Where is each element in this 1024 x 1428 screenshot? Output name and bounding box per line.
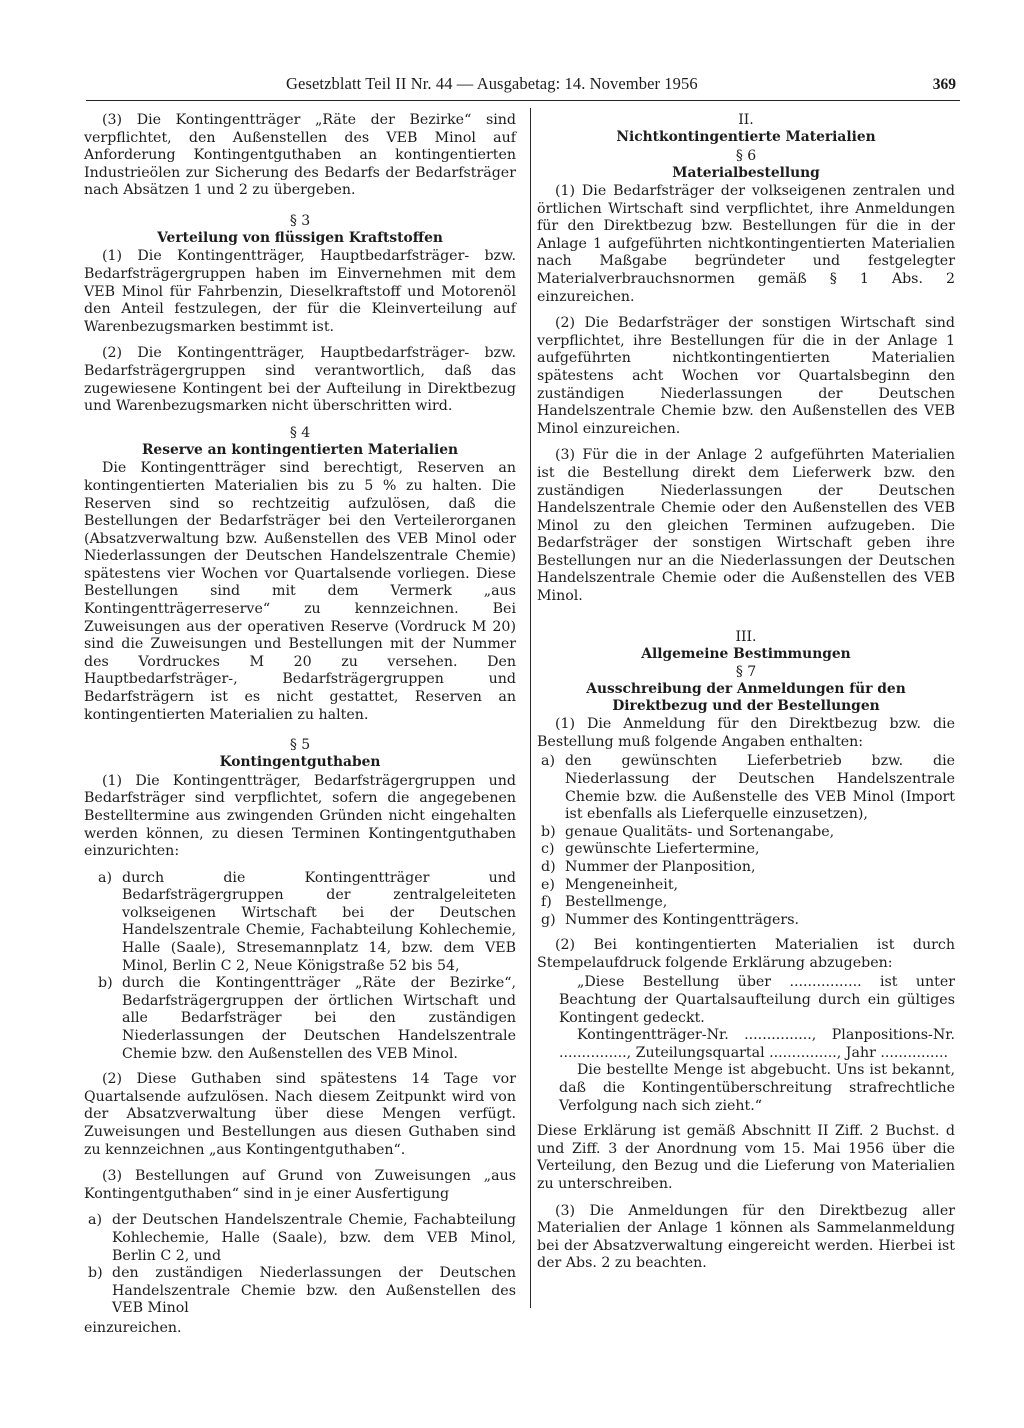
paragraph: (1) Die Kontingentträger, Bedarfsträgergruppen und Bedarfsträger sind verpflichtet, sofern die angegebenen Bestelltermine aus zwingenden Gründen nicht eingehalten werden können, zu diesen Terminen Kontingentguthaben einzurichten: bbox=[84, 772, 516, 860]
list-text: den zuständigen Niederlassungen der Deutschen Handelszentrale Chemie bzw. den Außenstellen des VEB Minol bbox=[112, 1265, 516, 1317]
list-item bbox=[84, 1212, 516, 1265]
column-divider bbox=[530, 108, 531, 1308]
list-item bbox=[84, 1265, 516, 1318]
list-text: den gewünschten Lieferbetrieb bzw. die Niederlassung der Deutschen Handelszentrale Chemie bzw. die Außenstelle des VEB Minol (Import ist ebenfalls als Lieferquelle einzusetzen), bbox=[565, 753, 955, 823]
list-item bbox=[537, 824, 955, 842]
section-title: Materialbestellung bbox=[672, 164, 820, 181]
list-marker: a) bbox=[541, 753, 555, 770]
list-item bbox=[537, 841, 955, 859]
list-text: Nummer des Kontingentträgers. bbox=[565, 911, 799, 928]
declaration-line: „Diese Bestellung über ................ ist unter Beachtung der Quartalsaufteilung durch ein gültiges Kontingent gedeckt. bbox=[559, 974, 955, 1026]
list-marker: a) bbox=[98, 869, 112, 886]
list-marker: a) bbox=[88, 1212, 102, 1229]
declaration-line: Die bestellte Menge ist abgebucht. Uns ist bekannt, daß die Kontingentüberschreitung strafrechtliche Verfolgung nach sich zieht.“ bbox=[559, 1062, 955, 1114]
paragraph: (3) Bestellungen auf Grund von Zuweisungen „aus Kontingentguthaben“ sind in je einer Ausfertigung bbox=[84, 1168, 516, 1202]
section-title: Reserve an kontingentierten Materialien bbox=[141, 441, 459, 458]
paragraph: (2) Diese Guthaben sind spätestens 14 Tage vor Quartalsende aufzulösen. Nach diesem Zeitpunkt wird von der Absatzverwaltung über diese Mengen verfügt. Zuweisungen und Bestellungen aus diesen Guthaben sind zu kennzeichnen „aus Kontingentguthaben“. bbox=[84, 1071, 516, 1158]
paragraph: (2) Die Kontingentträger, Hauptbedarfsträger- bzw. Bedarfsträgergruppen sind verantwortlich, daß das zugewiesene Kontingent bei der Aufteilung in Direktbezug und Warenbezugsmarken nicht überschritten wird. bbox=[84, 345, 516, 415]
paragraph: (3) Die Kontingentträger „Räte der Bezirke“ sind verpflichtet, den Außenstellen des VEB Minol auf Anforderung Kontingentguthaben an kontingentierten Industrieölen zur Sicherung des Bedarfs der Bedarfsträger nach Absätzen 1 und 2 zu übergeben. bbox=[84, 112, 516, 199]
header-title: Gesetzblatt Teil II Nr. 44 — Ausgabetag: 14. November 1956 bbox=[286, 74, 698, 93]
section-title: Ausschreibung der Anmeldungen für den Direktbezug und der Bestellungen bbox=[586, 681, 906, 714]
list-marker: c) bbox=[541, 841, 555, 858]
enumerated-list bbox=[84, 1212, 516, 1318]
declaration-fields: Kontingentträger-Nr. ..............., Planpositions-Nr. ..............., Zuteilungsquartal ..............., Jahr ............... bbox=[559, 1027, 955, 1061]
list-text: Nummer der Planposition, bbox=[565, 858, 756, 875]
list-item bbox=[537, 877, 955, 895]
list-text: genaue Qualitäts- und Sortenangabe, bbox=[565, 823, 835, 840]
paragraph: (2) Bei kontingentierten Materialien ist durch Stempelaufdruck folgende Erklärung abzugeben: bbox=[537, 937, 955, 971]
part-title: Allgemeine Bestimmungen bbox=[641, 645, 851, 662]
list-marker: b) bbox=[98, 975, 113, 992]
list-text: durch die Kontingentträger und Bedarfsträgergruppen der zentralgeleiteten volkseigenen Wirtschaft bei der Deutschen Handelszentrale Chemie, Fachabteilung Kohlechemie, Halle (Saale), Stresemannplatz 14, bzw. dem VEB Minol, Berlin C 2, Neue Königstraße 52 bis 54, bbox=[122, 869, 516, 974]
section-number: § 4 bbox=[289, 424, 311, 441]
section-number: § 5 bbox=[289, 737, 311, 754]
section-title: Verteilung von flüssigen Kraftstoffen bbox=[157, 229, 443, 246]
list-text: Bestellmenge, bbox=[565, 894, 668, 911]
part-number: III. bbox=[735, 628, 757, 645]
closing-text: einzureichen. bbox=[84, 1319, 182, 1336]
paragraph: Die Kontingentträger sind berechtigt, Reserven an kontingentierten Materialien bis zu 5 % zu halten. Die Reserven sind so rechtzeitig aufzulösen, daß die Bestellungen der Bedarfsträger bei den Verteilerorganen (Absatzverwaltung bzw. Außenstellen des VEB Minol oder Niederlassungen der Deutschen Handelszentrale Chemie) spätestens vier Wochen vor Quartalsende vorliegen. Diese Bestellungen sind mit dem Vermerk „aus Kontingentträgerreserve“ zu kennzeichnen. Bei Zuweisungen aus der operativen Reserve (Vordruck M 20) sind die Zuweisungen und Bestellungen mit der Nummer des Vordruckes M 20 zu versehen. Den Hauptbedarfsträger-, Bedarfsträgergruppen und Bedarfsträgern ist es nicht gestattet, Reserven an kontingentierten Materialien zu halten. bbox=[84, 460, 516, 723]
list-item bbox=[537, 753, 955, 823]
list-item bbox=[84, 870, 516, 976]
list-marker: f) bbox=[541, 894, 552, 911]
paragraph: (3) Die Anmeldungen für den Direktbezug aller Materialien der Anlage 1 können als Sammelanmeldung bei der Absatzverwaltung eingereicht werden. Hierbei ist der Abs. 2 zu beachten. bbox=[537, 1202, 955, 1272]
list-text: der Deutschen Handelszentrale Chemie, Fachabteilung Kohlechemie, Halle (Saale), bzw. dem VEB Minol, Berlin C 2, und bbox=[112, 1212, 516, 1264]
list-item bbox=[84, 975, 516, 1063]
stamp-declaration bbox=[537, 974, 955, 1115]
paragraph: (2) Die Bedarfsträger der sonstigen Wirtschaft sind verpflichtet, ihre Bestellungen für die in der Anlage 1 aufgeführten nichtkontingentierten Materialien spätestens acht Wochen vor Quartalsbeginn den zuständigen Niederlassungen der Deutschen Handelszentrale Chemie bzw. den Außenstellen des VEB Minol einzureichen. bbox=[537, 315, 955, 437]
list-marker: b) bbox=[88, 1265, 103, 1282]
section-number: § 3 bbox=[289, 212, 311, 229]
paragraph: (1) Die Bedarfsträger der volkseigenen zentralen und örtlichen Wirtschaft sind verpflichtet, ihre Anmeldungen für den Direktbezug bzw. Bestellungen für die in der Anlage 1 aufgeführten nichtkontingentierten Materialien nach Maßgabe begründeter und festgelegter Materialverbrauchsnormen gemäß § 1 Abs. 2 einzureichen. bbox=[537, 183, 955, 305]
part-title: Nichtkontingentierte Materialien bbox=[616, 129, 876, 145]
enumerated-list bbox=[537, 753, 955, 929]
list-item bbox=[537, 912, 955, 930]
paragraph: (1) Die Anmeldung für den Direktbezug bzw. die Bestellung muß folgende Angaben enthalten: bbox=[537, 716, 955, 750]
list-marker: g) bbox=[541, 911, 556, 928]
section-title: Kontingentguthaben bbox=[219, 754, 381, 771]
list-text: gewünschte Liefertermine, bbox=[565, 841, 760, 858]
right-column bbox=[537, 112, 955, 1282]
paragraph: Diese Erklärung ist gemäß Abschnitt II Ziff. 2 Buchst. d und Ziff. 3 der Anordnung vom 15. Mai 1956 über die Verteilung, den Bezug und die Lieferung von Materialien zu unterschreiben. bbox=[537, 1123, 955, 1192]
list-item bbox=[537, 894, 955, 912]
list-marker: d) bbox=[541, 858, 556, 875]
list-text: Mengeneinheit, bbox=[565, 876, 679, 893]
section-number: § 6 bbox=[735, 147, 757, 164]
left-column bbox=[84, 112, 516, 1347]
list-marker: e) bbox=[541, 876, 555, 893]
enumerated-list bbox=[84, 870, 516, 1064]
section-number: § 7 bbox=[735, 664, 757, 681]
page-number: 369 bbox=[932, 76, 956, 93]
list-item bbox=[537, 859, 955, 877]
page-header bbox=[86, 74, 960, 101]
list-marker: b) bbox=[541, 823, 556, 840]
list-text: durch die Kontingentträger „Räte der Bezirke“, Bedarfsträgergruppen der örtlichen Wirtschaft und alle Bedarfsträger bei den zuständigen Niederlassungen der Deutschen Handelszentrale Chemie bzw. den Außenstellen des VEB Minol. bbox=[122, 975, 516, 1062]
paragraph: (1) Die Kontingentträger, Hauptbedarfsträger- bzw. Bedarfsträgergruppen haben im Einvernehmen mit dem VEB Minol für Fahrbenzin, Dieselkraftstoff und Motorenöl den Anteil festzulegen, der für die Kleinverteilung auf Warenbezugsmarken bestimmt ist. bbox=[84, 248, 516, 335]
part-number: II. bbox=[738, 112, 754, 128]
paragraph: (3) Für die in der Anlage 2 aufgeführten Materialien ist die Bestellung direkt dem Lieferwerk bzw. den zuständigen Niederlassungen der Deutschen Handelszentrale Chemie oder den Außenstellen des VEB Minol zu den gleichen Terminen aufzugeben. Die Bedarfsträger der sonstigen Wirtschaft geben ihre Bestellungen nur an die Niederlassungen der Deutschen Handelszentrale Chemie oder die Außenstellen des VEB Minol. bbox=[537, 447, 955, 605]
